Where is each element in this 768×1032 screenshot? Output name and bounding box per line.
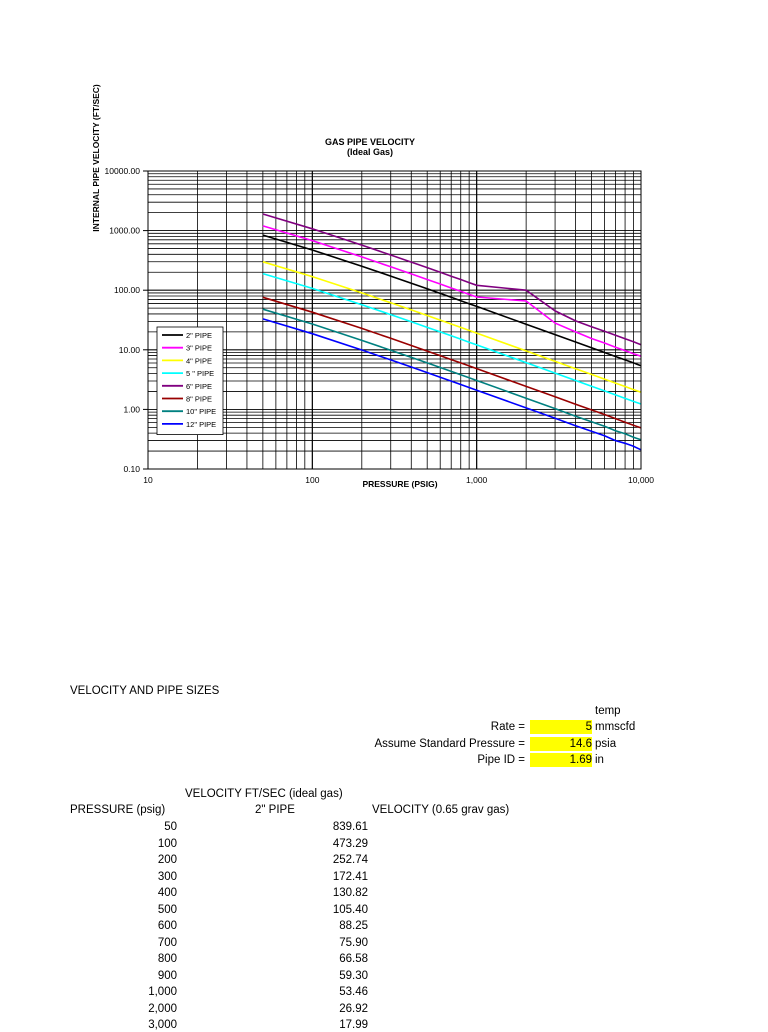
row-velocity: 53.46 [339, 986, 368, 998]
row-pressure: 200 [157, 854, 177, 866]
row-pressure: 300 [157, 870, 177, 883]
legend-label: 6" PIPE [186, 381, 213, 391]
row-velocity: 105.40 [332, 903, 368, 916]
row-pressure: 100 [157, 837, 177, 850]
legend-label: 3" PIPE [186, 343, 213, 353]
row-pressure: 600 [157, 920, 177, 932]
row-velocity: 66.58 [339, 953, 368, 965]
x-tick-label: 1,000 [466, 475, 488, 485]
row-velocity: 75.90 [339, 936, 368, 949]
y-tick-label: 10000.00 [104, 166, 140, 176]
row-velocity: 26.92 [339, 1002, 368, 1015]
row-velocity: 88.25 [339, 920, 368, 932]
row-pressure: 900 [157, 969, 177, 982]
row-pressure: 50 [164, 821, 177, 833]
rate-label: Rate = [490, 721, 525, 733]
y-axis-label: INTERNAL PIPE VELOCITY (FT/SEC) [91, 84, 101, 232]
pressure-unit: psia [595, 738, 617, 750]
rate-input[interactable]: 5 [530, 720, 592, 734]
legend-label: 12" PIPE [186, 419, 217, 429]
row-pressure: 2,000 [148, 1002, 177, 1015]
pipe-id-input[interactable]: 1.69 [530, 753, 592, 767]
row-pressure: 500 [157, 903, 177, 916]
legend-label: 8" PIPE [186, 394, 213, 404]
row-pressure: 1,000 [148, 986, 177, 998]
y-tick-label: 1.00 [123, 404, 140, 415]
col-header-pressure: PRESSURE (psig) [70, 804, 166, 816]
x-tick-label: 100 [305, 475, 320, 485]
pipe-id-label: Pipe ID = [477, 754, 525, 766]
col-header-pipe: 2" PIPE [255, 804, 295, 816]
table-title: VELOCITY FT/SEC (ideal gas) [185, 788, 343, 800]
y-tick-label: 10.00 [118, 344, 140, 355]
row-velocity: 130.82 [332, 887, 368, 899]
temp-label: temp [595, 705, 621, 717]
legend-label: 10" PIPE [186, 407, 217, 417]
chart-title: GAS PIPE VELOCITY [324, 137, 416, 147]
row-velocity: 473.29 [332, 837, 368, 850]
y-tick-label: 0.10 [123, 464, 140, 474]
legend-label: 4" PIPE [186, 356, 213, 366]
x-tick-label: 10 [143, 475, 153, 485]
section-title: VELOCITY AND PIPE SIZES [70, 685, 220, 697]
pipe-id-unit: in [595, 754, 604, 766]
x-axis-label: PRESSURE (PSIG) [362, 479, 438, 489]
row-pressure: 400 [157, 887, 177, 899]
row-velocity: 252.74 [332, 854, 368, 866]
x-tick-label: 10,000 [628, 475, 654, 485]
pressure-label: Assume Standard Pressure = [374, 738, 525, 750]
legend-label: 2" PIPE [186, 331, 213, 340]
chart-subtitle: (Ideal Gas) [346, 147, 394, 157]
y-tick-label: 100.00 [114, 285, 140, 296]
row-velocity: 839.61 [332, 821, 368, 833]
row-velocity: 59.30 [339, 969, 368, 982]
row-pressure: 3,000 [148, 1019, 177, 1031]
row-velocity: 172.41 [332, 870, 368, 883]
pressure-input[interactable]: 14.6 [530, 737, 592, 751]
legend-label: 5 " PIPE [186, 369, 215, 379]
rate-unit: mmscfd [595, 721, 636, 733]
row-pressure: 700 [157, 936, 177, 949]
y-tick-label: 1000.00 [109, 225, 140, 236]
col-header-velocity: VELOCITY (0.65 grav gas) [372, 804, 510, 816]
row-velocity: 17.99 [339, 1019, 368, 1031]
row-pressure: 800 [157, 953, 177, 965]
